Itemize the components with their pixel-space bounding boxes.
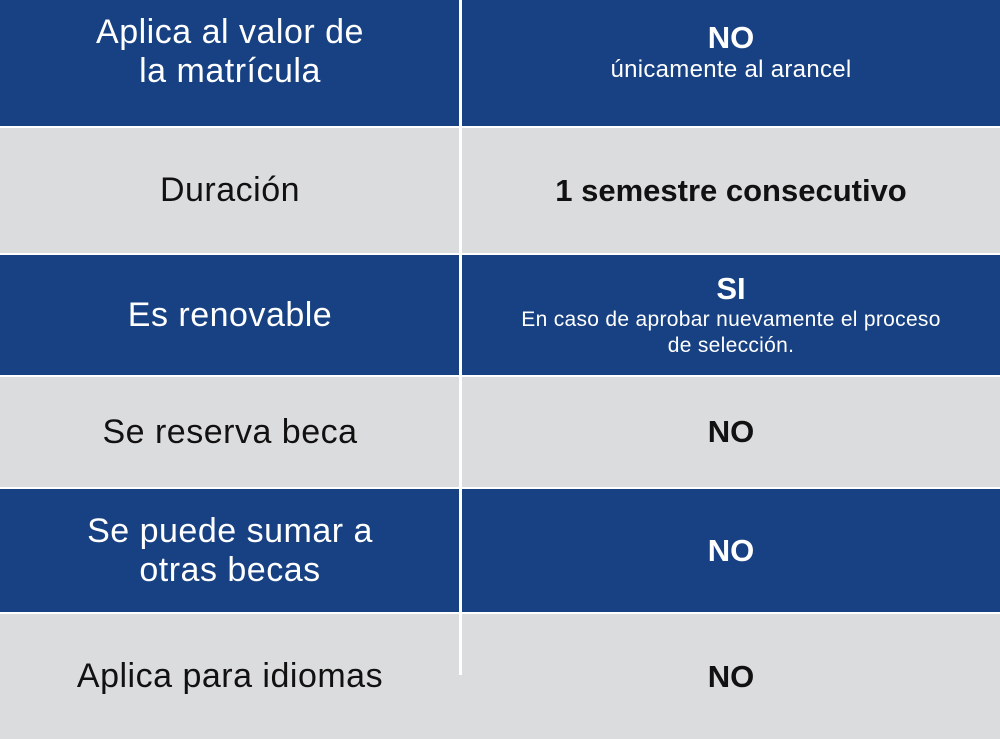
condition-cell bbox=[0, 128, 460, 253]
value-cell bbox=[462, 489, 1000, 612]
table-row bbox=[0, 255, 1000, 375]
column-divider bbox=[459, 0, 462, 675]
table-row bbox=[0, 0, 1000, 126]
condition-answer: 1 semestre consecutivo bbox=[555, 172, 907, 208]
condition-answer: NO bbox=[707, 532, 755, 568]
condition-cell bbox=[0, 614, 460, 739]
value-cell bbox=[462, 0, 1000, 126]
condition-cell bbox=[0, 0, 460, 126]
value-cell bbox=[462, 614, 1000, 739]
condition-label: Duración bbox=[159, 171, 301, 209]
table-row bbox=[0, 614, 1000, 739]
condition-cell bbox=[0, 377, 460, 487]
condition-label: Se puede sumar a otras becas bbox=[87, 511, 373, 589]
condition-cell bbox=[0, 255, 460, 375]
condition-answer: SI bbox=[716, 271, 746, 306]
value-cell bbox=[462, 255, 1000, 375]
table-row bbox=[0, 489, 1000, 612]
condition-label: Es renovable bbox=[127, 295, 333, 334]
condition-label: Aplica al valor de la matrícula bbox=[96, 13, 364, 90]
condition-answer: NO bbox=[707, 20, 755, 55]
table-row bbox=[0, 128, 1000, 253]
table-row bbox=[0, 377, 1000, 487]
condition-answer: NO bbox=[707, 658, 755, 694]
condition-note: únicamente al arancel bbox=[610, 56, 852, 83]
condition-note: En caso de aprobar nuevamente el proceso de selección. bbox=[521, 308, 941, 357]
condition-label: Aplica para idiomas bbox=[76, 657, 384, 695]
value-cell bbox=[462, 377, 1000, 487]
condition-label: Se reserva beca bbox=[102, 412, 358, 451]
condition-answer: NO bbox=[707, 414, 755, 449]
value-cell bbox=[462, 128, 1000, 253]
condition-cell bbox=[0, 489, 460, 612]
